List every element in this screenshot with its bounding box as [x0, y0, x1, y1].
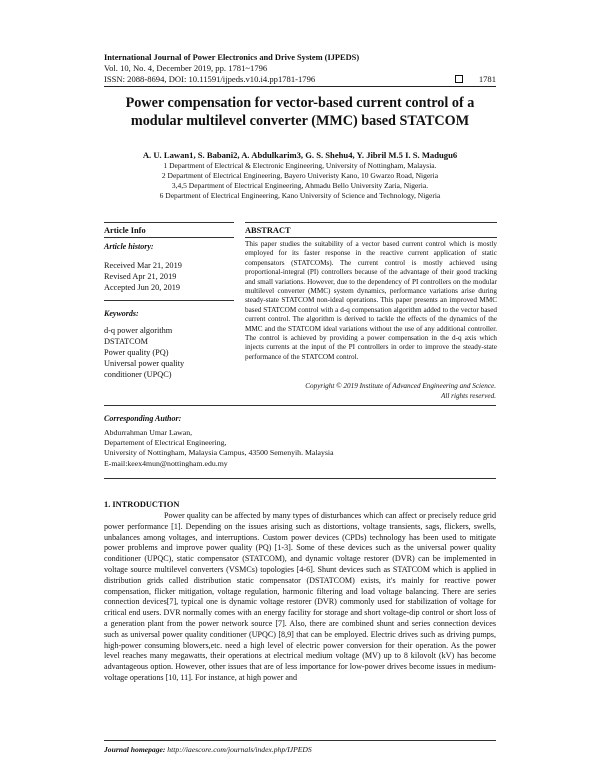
corresponding-heading: Corresponding Author:: [104, 414, 182, 423]
header-rule: [104, 86, 496, 87]
affiliation-1: 1 Department of Electrical & Electronic Engineering, University of Nottingham, Malaysia.: [163, 161, 437, 170]
author-list: A. U. Lawan1, S. Babani2, A. Abdulkarim3, G. S. Shehu4, Y. Jibril M.5 I. S. Madugu6: [142, 150, 458, 160]
abstract-mid-rule: [245, 237, 497, 238]
copyright-line-2: All rights reserved.: [440, 392, 496, 400]
affiliation-3: 3,4,5 Department of Electrical Engineering, Ahmadu Bello University Zaria, Nigeria.: [171, 181, 429, 190]
corresponding-author-block: [104, 428, 334, 469]
title-line-1: Power compensation for vector-based current control of a: [125, 95, 475, 111]
article-info-heading: Article Info: [104, 226, 146, 235]
footer-rule: [104, 740, 496, 741]
copyright-line-1: Copyright © 2019 Institute of Advanced Engineering and Science.: [305, 382, 496, 390]
affiliation-4: 6 Department of Electrical Engineering, Kano University of Science and Technology, Nigeria: [159, 191, 441, 200]
keywords-heading: Keywords:: [104, 309, 139, 318]
journal-volume: Vol. 10, No. 4, December 2019, pp. 1781~1796: [104, 63, 268, 73]
page-number-block: [455, 74, 496, 84]
keyword-item: DSTATCOM: [104, 337, 149, 346]
page-number: 1781: [478, 74, 496, 84]
keywords-rule: [104, 300, 234, 301]
corresponding-bottom-rule: [104, 478, 496, 479]
square-icon: [455, 75, 463, 83]
introduction-paragraph: Power quality can be affected by many types of disturbances which can affect or precisely reduce grid power performance [1]. Depending on the issues arising such as distortions, voltage transients, sags, flickers, swells, unbalances among voltages, and interruptions. Custom power devices (CPDs) technology has been used to mitigate power problems and improve power quality (PQ) [1-3]. Some of these devices such as the universal power quality conditioner (UPQC), static compensator (STATCOM), and dynamic voltage restorer (DVR) can be implemented in voltage source multilevel converters (VSMCs) topologies [4-6]. Shunt devices such as STATCOM which is applied in distribution grids called distribution static compensator (DSTATCOM) exists, it's mainly for reactive power compensation, flicker mitigation, voltage regulation, harmonic filtering and load voltage balancing. There are series connection devices[7], typical one is dynamic voltage restorer (DVR) commonly used for stabilization of voltage for critical end users. DVR normally comes with an energy facility for storage and short voltage-dip control or short loss of a generation plant from the power network source [7]. Also, there are combined shunt and series connection devices such as universal power quality conditioner (UPQC) [8,9] that can be employed. Electric drives such as driving pumps, high-power consuming blowers,etc. need a high level of electric power conversion for their operation. As the power level reaches many megawatts, their operations at electrical medium voltage (MV) up to 8 kilovolt (kV) has become advantageous option. However, other issues that are of less importance for low-power drives become issues in medium-voltage operations [10, 11]. For instance, at high power and: [104, 511, 496, 682]
abstract-top-rule: [245, 222, 497, 223]
journal-issn-doi: ISSN: 2088-8694, DOI: 10.11591/ijpeds.v10.i4.pp1781-1796: [104, 74, 316, 84]
abstract-heading: ABSTRACT: [245, 226, 291, 235]
introduction-heading: 1. INTRODUCTION: [104, 500, 180, 509]
introduction-body: [104, 511, 496, 684]
keyword-item: d-q power algorithm: [104, 326, 173, 335]
copyright-notice: [236, 381, 496, 401]
keyword-item: conditioner (UPQC): [104, 370, 172, 379]
article-info-mid-rule: [104, 237, 234, 238]
received-date: Received Mar 21, 2019: [104, 261, 182, 270]
revised-date: Revised Apr 21, 2019: [104, 272, 177, 281]
title-line-2: modular multilevel converter (MMC) based STATCOM: [130, 113, 470, 129]
corresponding-address: University of Nottingham, Malaysia Campus, 43500 Semenyih. Malaysia: [104, 448, 334, 458]
article-info-top-rule: [104, 222, 234, 223]
corresponding-email[interactable]: E-mail:keex4mun@nottingham.edu.my: [104, 458, 228, 468]
abstract-text: This paper studies the suitability of a vector based current control which is mostly employed for its faster response in the reactive current application of static compensators (STATCOMs). The current control is mostly achieved using proportional-integral (PI) controllers because of the advantage of their good tracking and small variations. However, due to the dependency of PI controllers on the modular multilevel converter (MMC) system dynamics, performance variations arise during steady-state STATCOM non-ideal operations. This paper presents an improved MMC based STATCOM control with a d-q compensation algorithm added to the vector based current control. The algorithm is derived to tackle the effects of the dynamics of the MMC and the STATCOM ideal variations without the use of any additional controller. The control is achieved by providing a power compensation in the d-q axis which injects currents at the input of the PI controllers in order to improve the steady-state performance of the STATCOM control.: [245, 240, 497, 361]
affiliation-2: 2 Department of Electrical Engineering, Bayero Univeristy Kano, 10 Gwarzo Road, Nigeria: [161, 171, 439, 180]
corresponding-dept: Departement of Electrical Engineering,: [104, 438, 227, 448]
info-bottom-rule: [104, 405, 496, 406]
footer: [104, 745, 312, 754]
corresponding-name: Abdurrahman Umar Lawan,: [104, 428, 193, 437]
paper-title: [104, 94, 496, 130]
footer-label: Journal homepage:: [104, 745, 166, 754]
keyword-item: Power quality (PQ): [104, 348, 169, 357]
keyword-item: Universal power quality: [104, 359, 185, 368]
footer-url[interactable]: http://iaescore.com/journals/index.php/IJPEDS: [167, 745, 312, 754]
accepted-date: Accepted Jun 20, 2019: [104, 283, 181, 292]
journal-name: International Journal of Power Electronics and Drive System (IJPEDS): [104, 53, 360, 62]
article-history-heading: Article history:: [104, 242, 154, 251]
